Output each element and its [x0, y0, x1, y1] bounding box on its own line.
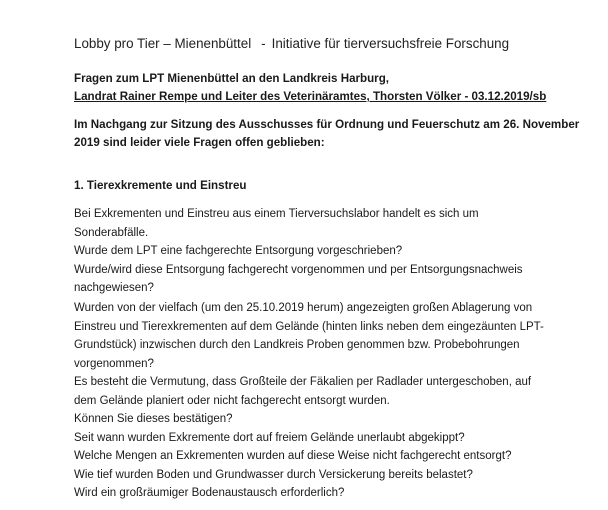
section-title: 1. Tierexkremente und Einstreu [74, 179, 247, 192]
intro-line: Im Nachgang zur Sitzung des Ausschusses für Ordnung und Feuerschutz am 26. November [74, 118, 580, 131]
paragraph-line: Grundstück) inzwischen durch den Landkreis Proben genommen bzw. Probebohrungen [74, 339, 520, 351]
paragraph-line: Wurde dem LPT eine fachgerechte Entsorgung vorgeschrieben? [74, 245, 403, 257]
paragraph-line: Es besteht die Vermutung, dass Großteile der Fäkalien per Radlader untergeschoben, auf [74, 376, 532, 388]
organization-name: Lobby pro Tier – Mienenbüttel [74, 36, 252, 51]
paragraph-line: Einstreu und Tierexkrementen auf dem Gelände (hinten links neben dem eingezäunten LPT- [74, 320, 544, 333]
paragraph-line: dem Gelände planiert oder nicht fachgerecht entsorgt wurden. [74, 394, 390, 407]
paragraph-line: Wird ein großräumiger Bodenaustausch erforderlich? [74, 487, 345, 499]
section-paragraph-1 [74, 205, 523, 298]
section-paragraph-2 [74, 299, 544, 503]
paragraph-line: Welche Mengen an Exkrementen wurden auf diese Weise nicht fachgerecht entsorgt? [74, 450, 512, 462]
header-separator: - [261, 36, 266, 51]
paragraph-line: Seit wann wurden Exkremente dort auf freiem Gelände unerlaubt abgekippt? [74, 431, 465, 444]
paragraph-line: Wurde/wird diese Entsorgung fachgerecht vorgenommen und per Entsorgungsnachweis [74, 263, 523, 276]
intro-paragraph [74, 116, 579, 152]
paragraph-line: nachgewiesen? [74, 282, 154, 294]
paragraph-line: Wurden von der vielfach (um den 25.10.2019 herum) angezeigten großen Ablagerung von [74, 302, 533, 314]
paragraph-line: vorgenommen? [74, 357, 154, 370]
intro-line: 2019 sind leider viele Fragen offen geblieben: [74, 136, 325, 149]
questions-heading-line2: Landrat Rainer Rempe und Leiter des Veterinäramtes, Thorsten Völker - 03.12.2019/sb [74, 90, 547, 103]
paragraph-line: Können Sie dieses bestätigen? [74, 413, 233, 425]
initiative-name: Initiative für tierversuchsfreie Forschung [271, 36, 510, 51]
document-header [74, 36, 509, 51]
questions-heading-line1: Fragen zum LPT Mienenbüttel an den Landkreis Harburg, [74, 72, 390, 85]
paragraph-line: Bei Exkrementen und Einstreu aus einem Tierversuchslabor handelt es sich um [74, 208, 479, 220]
paragraph-line: Wie tief wurden Boden und Grundwasser durch Versickerung bereits belastet? [74, 468, 473, 481]
paragraph-line: Sonderabfälle. [74, 226, 149, 239]
